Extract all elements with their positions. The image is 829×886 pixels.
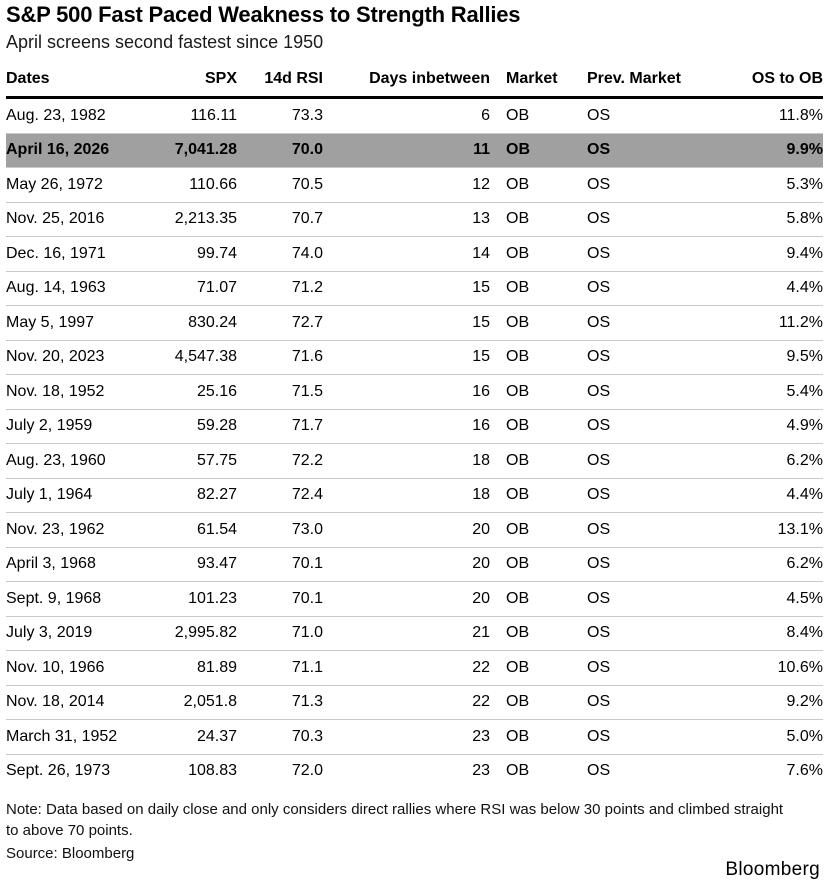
cell-spx: 82.27 (156, 478, 237, 513)
cell-os-to-ob: 8.4% (717, 616, 823, 651)
cell-prev-market: OS (587, 582, 717, 617)
cell-rsi: 73.0 (237, 513, 323, 548)
table-row (6, 547, 823, 582)
table-row (6, 582, 823, 617)
cell-prev-market: OS (587, 271, 717, 306)
cell-os-to-ob: 9.2% (717, 685, 823, 720)
cell-rsi: 70.1 (237, 582, 323, 617)
cell-rsi: 72.7 (237, 306, 323, 341)
cell-prev-market: OS (587, 375, 717, 410)
cell-days: 15 (323, 340, 490, 375)
cell-os-to-ob: 5.3% (717, 168, 823, 203)
cell-market: OB (490, 651, 587, 686)
table-row (6, 340, 823, 375)
cell-rsi: 71.6 (237, 340, 323, 375)
cell-days: 15 (323, 271, 490, 306)
table-row (6, 513, 823, 548)
table-row (6, 98, 823, 134)
column-header-dates: Dates (6, 70, 156, 98)
cell-prev-market: OS (587, 202, 717, 237)
cell-market: OB (490, 306, 587, 341)
cell-spx: 93.47 (156, 547, 237, 582)
cell-rsi: 70.3 (237, 720, 323, 755)
cell-rsi: 73.3 (291, 106, 323, 124)
cell-os-to-ob: 9.5% (717, 340, 823, 375)
cell-market: OB (490, 478, 587, 513)
cell-date: Sept. 9, 1968 (6, 582, 156, 617)
table-row (6, 375, 823, 410)
cell-prev-market: OS (587, 306, 717, 341)
cell-days: 20 (323, 582, 490, 617)
cell-spx: 2,213.35 (156, 202, 237, 237)
cell-days: 22 (323, 685, 490, 720)
cell-market: OB (490, 616, 587, 651)
cell-rsi: 72.2 (237, 444, 323, 479)
cell-market: OB (490, 409, 587, 444)
cell-date: April 3, 1968 (6, 547, 156, 582)
bloomberg-logo: Bloomberg (725, 859, 820, 880)
cell-os-to-ob: 6.2% (717, 444, 823, 479)
cell-date: Sept. 26, 1973 (6, 754, 156, 788)
table-row (6, 478, 823, 513)
cell-spx: 2,995.82 (156, 616, 237, 651)
cell-market: OB (490, 444, 587, 479)
cell-days: 21 (323, 616, 490, 651)
cell-market: OB (490, 720, 587, 755)
cell-os-to-ob: 5.8% (717, 202, 823, 237)
cell-rsi: 71.7 (237, 409, 323, 444)
footnote: Note: Data based on daily close and only considers direct rallies where RSI was below 30 points and climbed straight to above 70 points. (6, 801, 784, 839)
table-row (6, 306, 823, 341)
cell-spx: 116.11 (190, 106, 237, 124)
cell-days: 16 (323, 409, 490, 444)
cell-os-to-ob: 6.2% (717, 547, 823, 582)
cell-date: Nov. 10, 1966 (6, 651, 156, 686)
cell-rsi: 70.5 (237, 168, 323, 203)
cell-prev-market: OS (587, 133, 717, 168)
cell-spx: 61.54 (156, 513, 237, 548)
cell-days: 18 (323, 444, 490, 479)
cell-rsi: 71.2 (237, 271, 323, 306)
cell-days: 14 (323, 237, 490, 272)
cell-days: 20 (323, 547, 490, 582)
cell-prev-market: OS (587, 651, 717, 686)
cell-os-to-ob: 5.4% (717, 375, 823, 410)
cell-days: 20 (323, 513, 490, 548)
cell-date: July 1, 1964 (6, 478, 156, 513)
cell-spx: 7,041.28 (156, 133, 237, 168)
column-header-market: Market (490, 70, 587, 98)
cell-rsi: 70.0 (237, 133, 323, 168)
cell-market: OB (490, 754, 587, 788)
cell-days: 23 (323, 720, 490, 755)
table-body (6, 98, 823, 789)
table-header-row (6, 70, 823, 98)
cell-rsi: 72.4 (237, 478, 323, 513)
cell-prev-market: OS (587, 513, 717, 548)
cell-market: OB (490, 271, 587, 306)
cell-days: 23 (323, 754, 490, 788)
cell-prev-market: OS (587, 444, 717, 479)
cell-rsi: 74.0 (237, 237, 323, 272)
cell-prev-market: OS (587, 168, 717, 203)
table-row (6, 444, 823, 479)
cell-market: OB (490, 237, 587, 272)
cell-spx: 108.83 (156, 754, 237, 788)
cell-market: OB (490, 202, 587, 237)
cell-os-to-ob: 9.9% (717, 133, 823, 168)
cell-date: Aug. 14, 1963 (6, 271, 156, 306)
table-row (6, 168, 823, 203)
table-row (6, 651, 823, 686)
cell-os-to-ob: 4.4% (717, 478, 823, 513)
table-row (6, 616, 823, 651)
cell-prev-market: OS (587, 106, 611, 124)
cell-prev-market: OS (587, 409, 717, 444)
cell-prev-market: OS (587, 478, 717, 513)
cell-market: OB (490, 168, 587, 203)
cell-prev-market: OS (587, 720, 717, 755)
cell-spx: 71.07 (156, 271, 237, 306)
cell-days: 16 (323, 375, 490, 410)
table-row (6, 202, 823, 237)
cell-os-to-ob: 9.4% (717, 237, 823, 272)
cell-spx: 830.24 (156, 306, 237, 341)
cell-spx: 2,051.8 (156, 685, 237, 720)
cell-date: July 2, 1959 (6, 409, 156, 444)
table-row-highlighted (6, 133, 823, 168)
column-header-14d-rsi: 14d RSI (237, 70, 323, 98)
cell-date: Dec. 16, 1971 (6, 237, 156, 272)
cell-os-to-ob: 11.2% (717, 306, 823, 341)
table-row (6, 685, 823, 720)
cell-date: May 5, 1997 (6, 306, 156, 341)
column-header-prev-market: Prev. Market (587, 70, 717, 98)
cell-days: 12 (323, 168, 490, 203)
cell-days: 22 (323, 651, 490, 686)
cell-spx: 4,547.38 (156, 340, 237, 375)
cell-market: OB (490, 513, 587, 548)
table-row (6, 271, 823, 306)
cell-market: OB (490, 582, 587, 617)
cell-date: Nov. 18, 2014 (6, 685, 156, 720)
cell-prev-market: OS (587, 237, 717, 272)
cell-spx: 101.23 (156, 582, 237, 617)
cell-spx: 59.28 (156, 409, 237, 444)
cell-days: 15 (323, 306, 490, 341)
cell-days: 6 (481, 106, 490, 124)
cell-date: April 16, 2026 (6, 133, 156, 168)
cell-os-to-ob: 4.9% (717, 409, 823, 444)
cell-prev-market: OS (587, 340, 717, 375)
cell-rsi: 71.1 (237, 651, 323, 686)
cell-date: July 3, 2019 (6, 616, 156, 651)
cell-rsi: 70.1 (237, 547, 323, 582)
column-header-days-inbetween: Days inbetween (323, 70, 490, 98)
cell-os-to-ob: 10.6% (717, 651, 823, 686)
cell-spx: 24.37 (156, 720, 237, 755)
cell-prev-market: OS (587, 754, 717, 788)
cell-date: May 26, 1972 (6, 168, 156, 203)
cell-rsi: 71.0 (237, 616, 323, 651)
cell-spx: 81.89 (156, 651, 237, 686)
cell-market: OB (490, 547, 587, 582)
cell-days: 13 (323, 202, 490, 237)
cell-spx: 99.74 (156, 237, 237, 272)
column-header-spx: SPX (156, 70, 237, 98)
rallies-table (6, 70, 823, 788)
table-header (6, 70, 823, 98)
cell-prev-market: OS (587, 616, 717, 651)
cell-spx: 110.66 (156, 168, 237, 203)
cell-date: Aug. 23, 1982 (6, 106, 106, 124)
cell-days: 11 (323, 133, 490, 168)
cell-market: OB (490, 375, 587, 410)
cell-prev-market: OS (587, 547, 717, 582)
column-header-os-to-ob: OS to OB (717, 70, 823, 98)
page-subtitle: April screens second fastest since 1950 (6, 32, 324, 52)
cell-prev-market: OS (587, 685, 717, 720)
cell-date: Nov. 18, 1952 (6, 375, 156, 410)
cell-market: OB (506, 106, 530, 124)
cell-os-to-ob: 13.1% (717, 513, 823, 548)
cell-rsi: 71.3 (237, 685, 323, 720)
cell-os-to-ob: 7.6% (717, 754, 823, 788)
cell-date: Nov. 20, 2023 (6, 340, 156, 375)
cell-date: March 31, 1952 (6, 720, 156, 755)
cell-os-to-ob: 4.4% (717, 271, 823, 306)
table-row (6, 409, 823, 444)
cell-os-to-ob: 5.0% (717, 720, 823, 755)
table-row (6, 720, 823, 755)
cell-days: 18 (323, 478, 490, 513)
cell-rsi: 72.0 (237, 754, 323, 788)
cell-date: Nov. 23, 1962 (6, 513, 156, 548)
cell-spx: 57.75 (156, 444, 237, 479)
cell-os-to-ob: 11.8% (778, 106, 823, 124)
table-row (6, 754, 823, 788)
cell-rsi: 70.7 (237, 202, 323, 237)
cell-date: Aug. 23, 1960 (6, 444, 156, 479)
page-title: S&P 500 Fast Paced Weakness to Strength Rallies (6, 2, 521, 27)
cell-market: OB (490, 685, 587, 720)
cell-market: OB (490, 133, 587, 168)
cell-date: Nov. 25, 2016 (6, 202, 156, 237)
cell-spx: 25.16 (156, 375, 237, 410)
cell-market: OB (490, 340, 587, 375)
source-line: Source: Bloomberg (6, 845, 135, 862)
cell-os-to-ob: 4.5% (717, 582, 823, 617)
cell-rsi: 71.5 (237, 375, 323, 410)
table-row (6, 237, 823, 272)
